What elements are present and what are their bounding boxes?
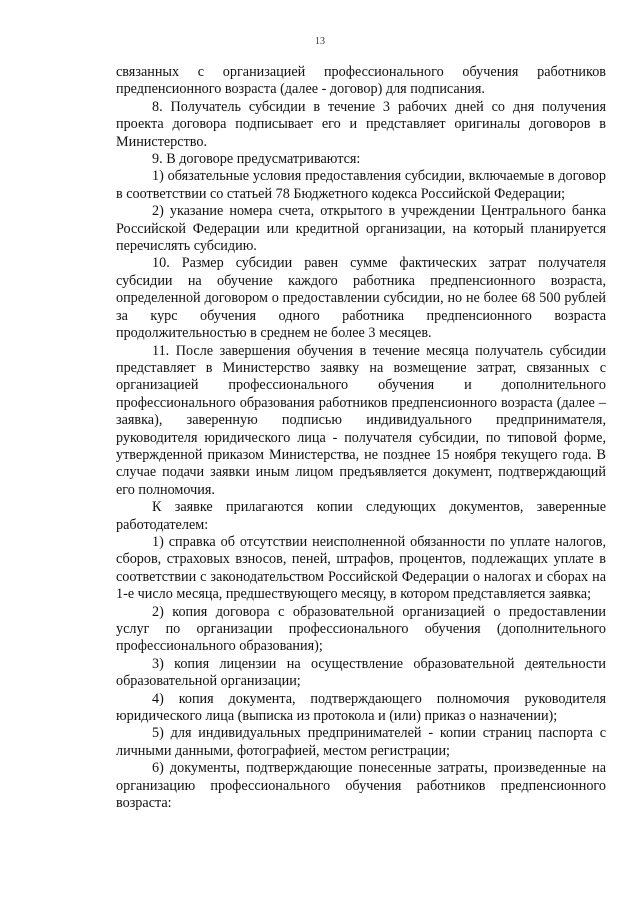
paragraph: 3) копия лицензии на осуществление образовательной деятельности образовательной организации; — [116, 655, 606, 690]
paragraph: 2) указание номера счета, открытого в учреждении Центрального банка Российской Федерации или кредитной организации, на который планируется перечислять субсидию. — [116, 203, 606, 255]
paragraph: 11. После завершения обучения в течение месяца получатель субсидии представляет в Министерство заявку на возмещение затрат, связанных с организацией профессионального обучения и дополнительного профессионального образования работников предпенсионного возраста (далее – заявка), заверенную подписью индивидуального предпринимателя, руководителя юридического лица - получателя субсидии, по типовой форме, утвержденной приказом Министерства, не позднее 15 ноября текущего года. В случае подачи заявки иным лицом предъявляется документ, подтверждающий его полномочия. — [116, 342, 606, 498]
document-body — [116, 64, 606, 812]
paragraph: 8. Получатель субсидии в течение 3 рабочих дней со дня получения проекта договора подписывает его и представляет оригиналы договоров в Министерство. — [116, 98, 606, 150]
paragraph: 1) обязательные условия предоставления субсидии, включаемые в договор в соответствии со статьей 78 Бюджетного кодекса Российской Федерации; — [116, 168, 606, 202]
paragraph: 2) копия договора с образовательной организацией о предоставлении услуг по организации профессионального обучения (дополнительного профессионального образования); — [116, 603, 606, 655]
paragraph: 1) справка об отсутствии неисполненной обязанности по уплате налогов, сборов, страховых взносов, пеней, штрафов, процентов, подлежащих уплате в соответствии с законодательством Российской Федерации о налогах и сборах на 1-е число месяца, предшествующего месяцу, в котором представляется заявка; — [116, 533, 606, 603]
paragraph: 5) для индивидуальных предпринимателей - копии страниц паспорта с личными данными, фотографией, местом регистрации; — [116, 725, 606, 759]
paragraph: 4) копия документа, подтверждающего полномочия руководителя юридического лица (выписка из протокола и (или) приказ о назначении); — [116, 690, 606, 725]
paragraph: 6) документы, подтверждающие понесенные затраты, произведенные на организацию профессионального обучения работников предпенсионного возраста: — [116, 760, 606, 812]
paragraph: 10. Размер субсидии равен сумме фактических затрат получателя субсидии на обучение каждого работника предпенсионного возраста, определенной договором о предоставлении субсидии, но не более 68 500 рублей за курс обучения одного работника предпенсионного возраста продолжительностью в среднем не более 3 месяцев. — [116, 255, 606, 342]
page-number: 13 — [315, 36, 325, 47]
paragraph: 9. В договоре предусматриваются: — [152, 151, 361, 168]
paragraph: связанных с организацией профессионального обучения работников предпенсионного возраста (далее - договор) для подписания. — [116, 64, 606, 98]
paragraph: К заявке прилагаются копии следующих документов, заверенные работодателем: — [116, 499, 606, 533]
